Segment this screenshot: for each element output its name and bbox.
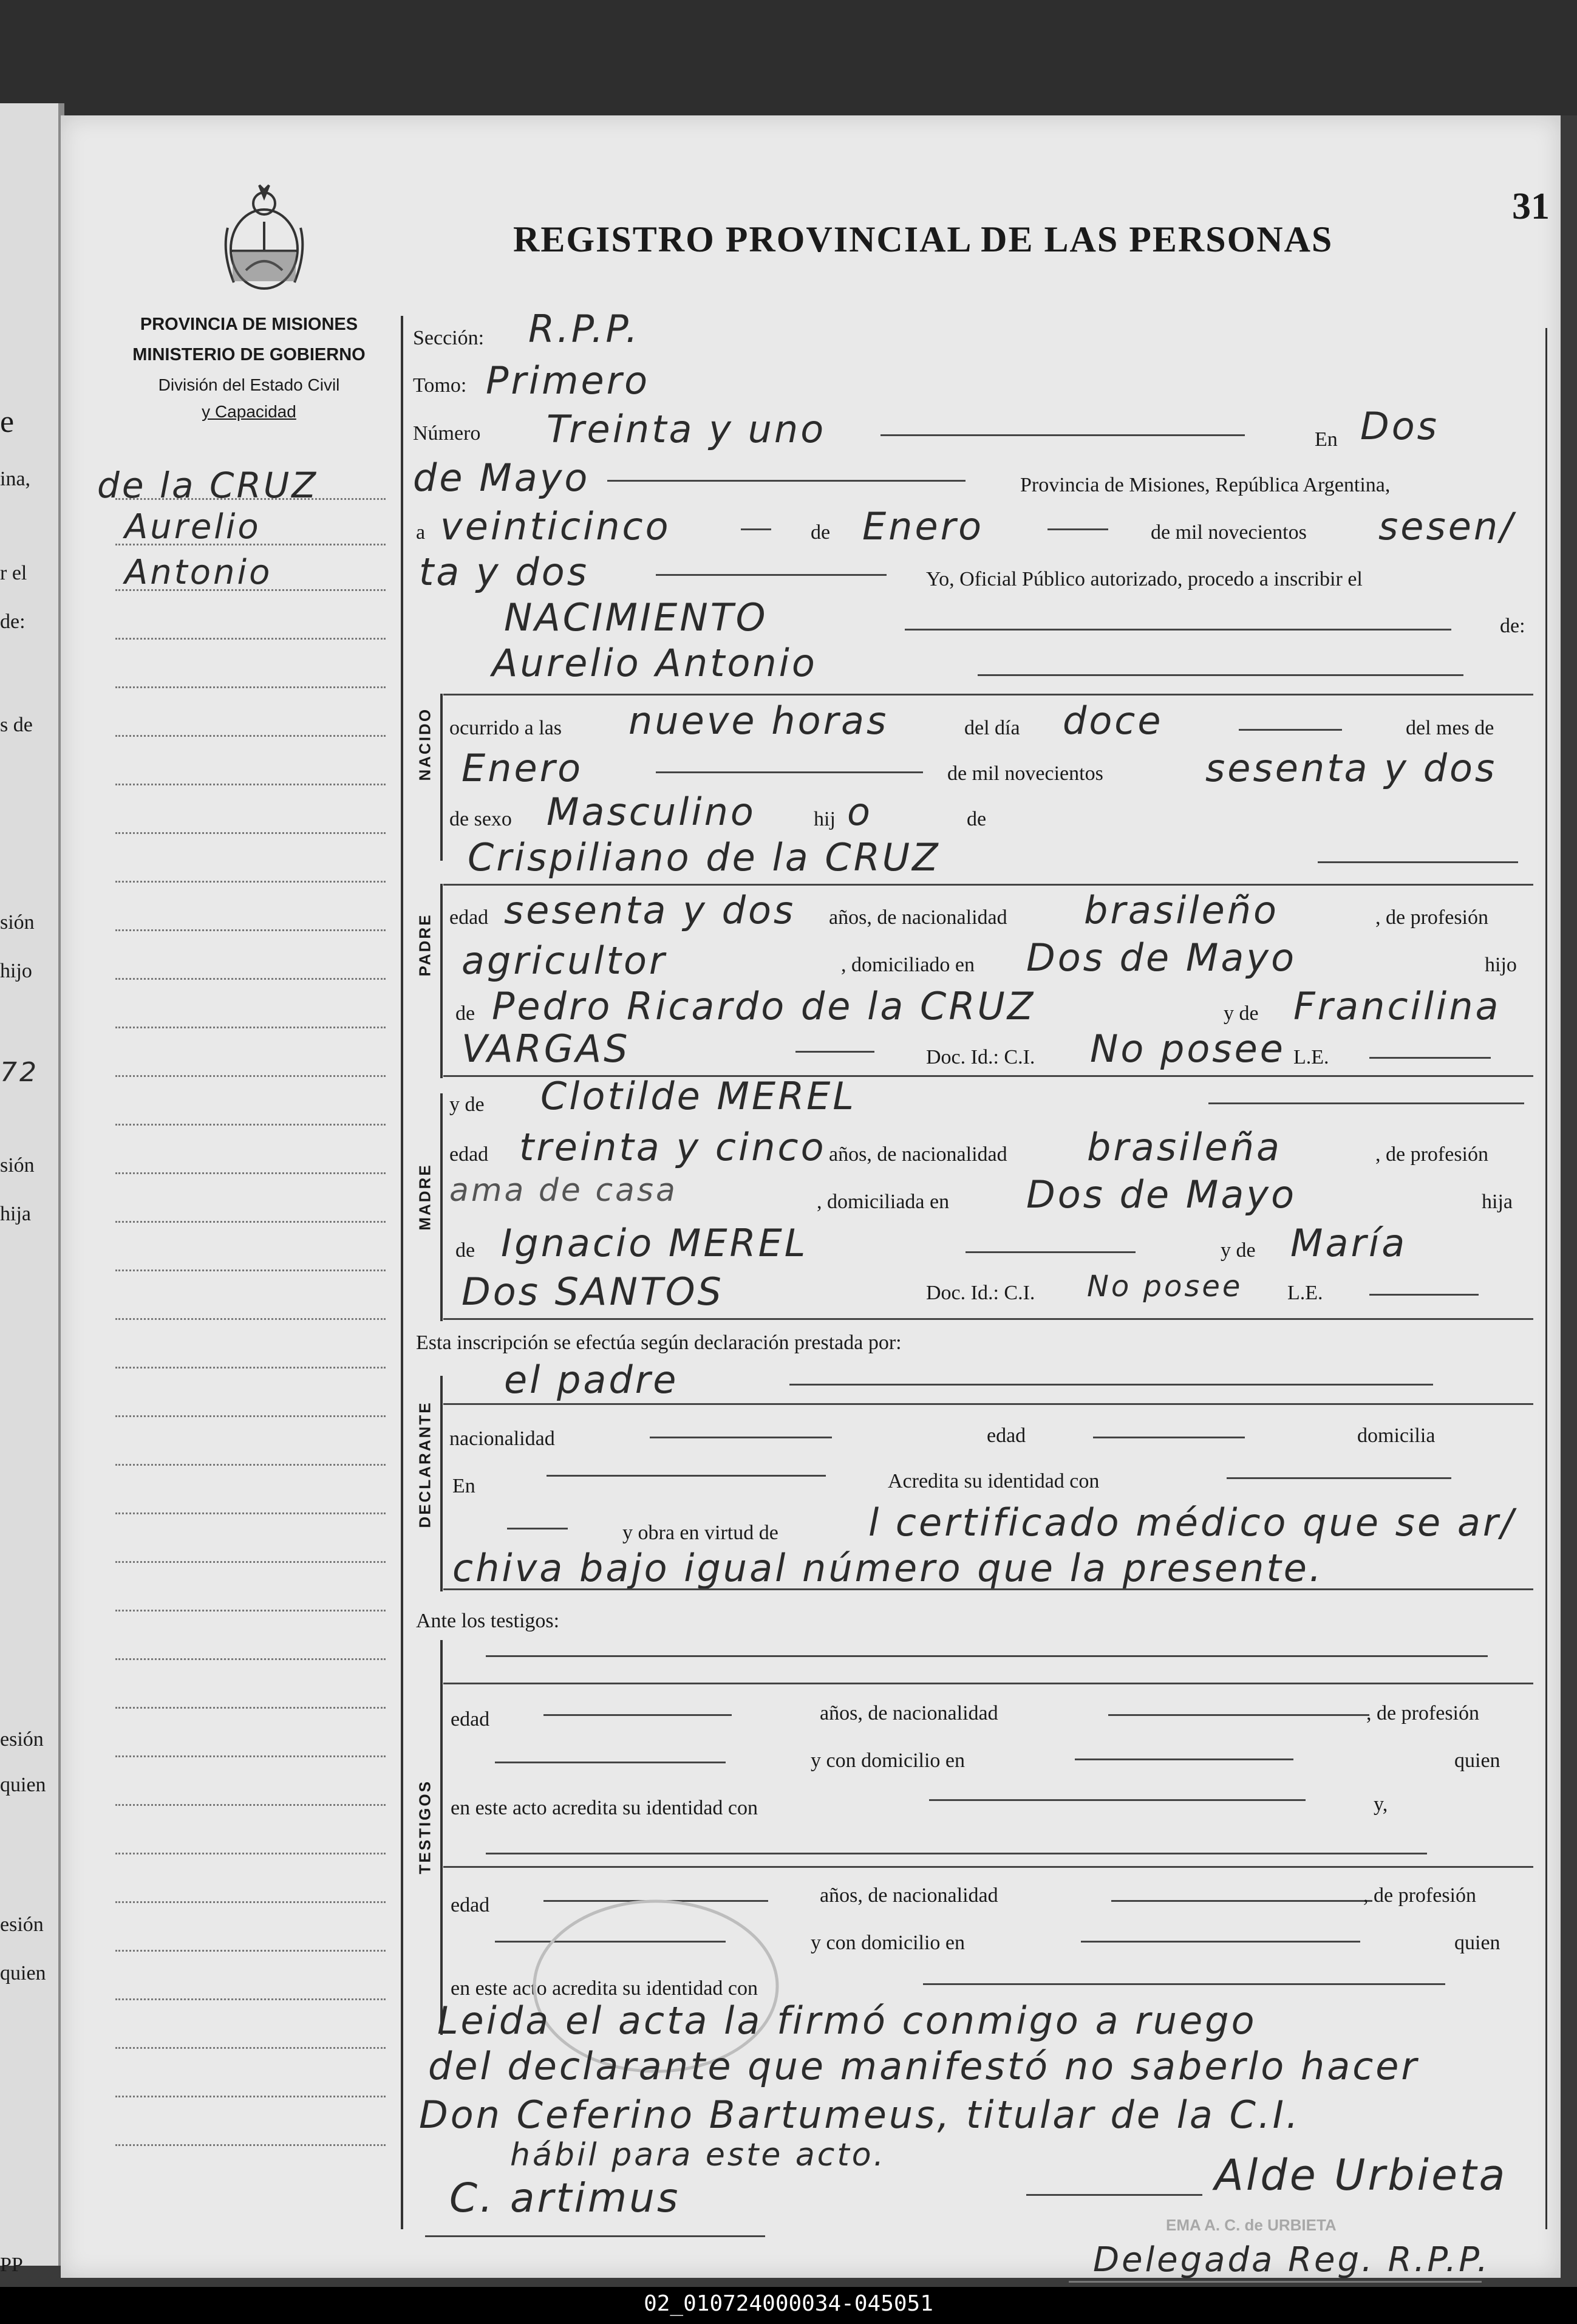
value-madre-prof: ama de casa	[449, 1172, 678, 1209]
value-madre-ci: No posee	[1087, 1270, 1243, 1304]
label-domiciliado: , domiciliado en	[841, 954, 975, 976]
label-testigo1-acto: en este acto acredita su identidad con	[451, 1797, 758, 1819]
value-madre-edad: treinta y cinco	[519, 1125, 826, 1169]
label-de-colon: de:	[1500, 615, 1525, 637]
label-en: En	[1315, 428, 1338, 451]
label-testigo1-nac: años, de nacionalidad	[820, 1702, 998, 1724]
value-madre-domicilio: Dos de Mayo	[1026, 1172, 1297, 1217]
label-testigo2-prof: , de profesión	[1363, 1884, 1477, 1907]
label-madre-nac: años, de nacionalidad	[829, 1143, 1007, 1166]
label-testigo2-quien: quien	[1454, 1932, 1500, 1954]
value-abuela-m-2: Dos SANTOS	[462, 1270, 724, 1314]
value-hijo-suffix: o	[847, 790, 873, 834]
value-mes: Enero	[862, 504, 984, 549]
label-y-comma: y,	[1374, 1793, 1388, 1816]
value-obra-1: l certificado médico que se ar/	[868, 1500, 1516, 1545]
label-doc-id: Doc. Id.: C.I.	[926, 1046, 1035, 1068]
label-de-4: de	[455, 1239, 475, 1262]
label-testigo2-edad: edad	[451, 1894, 490, 1916]
margin-surname: de la CRUZ	[97, 465, 319, 506]
label-sexo: de sexo	[449, 808, 512, 830]
label-le: L.E.	[1293, 1046, 1329, 1068]
label-a: a	[416, 521, 426, 544]
value-anio-nac: sesenta y dos	[1205, 746, 1497, 790]
page-number: 31	[1512, 186, 1550, 227]
label-del-mes: del mes de	[1406, 717, 1494, 739]
value-anio-2: ta y dos	[419, 550, 589, 594]
footer-label: 02_010724000034-045051	[644, 2291, 933, 2316]
value-padre-edad: sesenta y dos	[504, 888, 796, 932]
value-numero: Treinta y uno	[547, 407, 826, 451]
label-domicilia: domicilia	[1357, 1424, 1436, 1447]
left-fragment: 72	[0, 1057, 39, 1088]
section-padre: PADRE	[415, 913, 434, 977]
label-tomo: Tomo:	[413, 374, 467, 397]
value-padre-prof: agricultor	[462, 938, 667, 983]
value-mes-nac: Enero	[462, 746, 584, 790]
left-fragment: esión	[0, 1913, 44, 1936]
label-acredita: Acredita su identidad con	[888, 1470, 1100, 1492]
value-madre-nombre: Clotilde MEREL	[540, 1074, 856, 1118]
label-nacionalidad: nacionalidad	[449, 1427, 555, 1450]
label-yo-oficial: Yo, Oficial Público autorizado, procedo a inscribir el	[926, 568, 1363, 590]
section-testigos: TESTIGOS	[415, 1780, 434, 1875]
left-fragment: sión	[0, 1154, 35, 1177]
label-de-2: de	[967, 808, 987, 830]
value-abuelo-m: Ignacio MEREL	[501, 1221, 808, 1265]
value-padre-ci: No posee	[1090, 1027, 1286, 1071]
label-ante: Ante los testigos:	[416, 1610, 560, 1632]
label-hij: hij	[814, 808, 836, 830]
value-padre-nombre: Crispiliano de la CRUZ	[468, 835, 941, 880]
value-nota-3: Don Ceferino Bartumeus, titular de la C.I.	[419, 2093, 1301, 2137]
label-y-de: y de	[1224, 1002, 1259, 1025]
label-testigo1-quien: quien	[1454, 1749, 1500, 1772]
left-fragment: s de	[0, 714, 33, 736]
value-padre-nac: brasileño	[1084, 888, 1279, 932]
label-domiciliada: , domiciliada en	[817, 1191, 950, 1213]
right-border	[1545, 328, 1547, 2229]
label-de-mil-2: de mil novecientos	[947, 762, 1103, 785]
label-en-decl: En	[452, 1475, 475, 1497]
left-fragment: hijo	[0, 960, 32, 982]
value-tomo: Primero	[486, 358, 650, 403]
value-en-1: Dos	[1360, 404, 1439, 448]
label-testigo1-edad: edad	[451, 1708, 490, 1731]
value-dia-nac: doce	[1063, 699, 1163, 743]
left-fragment: r el	[0, 562, 27, 584]
org-ministry: MINISTERIO DE GOBIERNO	[132, 345, 366, 364]
label-del-dia: del día	[964, 717, 1020, 739]
section-nacido: NACIDO	[415, 707, 434, 781]
label-de-mil: de mil novecientos	[1151, 521, 1307, 544]
value-hora: nueve horas	[628, 699, 889, 743]
column-divider	[401, 316, 403, 2229]
value-abuelo-p: Pedro Ricardo de la CRUZ	[492, 984, 1036, 1028]
value-declarante: el padre	[504, 1358, 679, 1402]
value-en-2: de Mayo	[413, 456, 590, 500]
label-seccion: Sección:	[413, 327, 485, 349]
label-padre-prof: , de profesión	[1375, 906, 1489, 929]
label-provincia: Provincia de Misiones, República Argentina,	[1020, 474, 1391, 496]
margin-name1: Aurelio	[124, 507, 261, 547]
label-obra: y obra en virtud de	[622, 1522, 778, 1544]
left-fragment: quien	[0, 1774, 46, 1796]
value-delegada: Delegada Reg. R.P.P.	[1093, 2240, 1491, 2280]
label-edad-decl: edad	[987, 1424, 1026, 1447]
label-testigo1-dom: y con domicilio en	[811, 1749, 966, 1772]
margin-name2: Antonio	[124, 553, 273, 592]
section-declarante: DECLARANTE	[415, 1401, 434, 1528]
label-madre-prof: , de profesión	[1375, 1143, 1489, 1166]
value-acto: NACIMIENTO	[504, 595, 768, 640]
label-hijo: hijo	[1485, 954, 1517, 976]
label-de-3: de	[455, 1002, 475, 1025]
label-madre-edad: edad	[449, 1143, 489, 1166]
label-y-de-madre: y de	[449, 1093, 485, 1116]
label-de: de	[811, 521, 831, 544]
value-madre-nac: brasileña	[1087, 1125, 1282, 1169]
left-fragment: esión	[0, 1728, 44, 1751]
document-title: REGISTRO PROVINCIAL DE LAS PERSONAS	[513, 219, 1333, 259]
stamp-text: EMA A. C. de URBIETA	[1166, 2216, 1337, 2234]
left-fragment: quien	[0, 1962, 46, 1984]
background-top	[0, 0, 1577, 115]
label-numero: Número	[413, 422, 481, 445]
value-nota-2: del declarante que manifestó no saberlo hacer	[428, 2044, 1419, 2088]
label-ocurrido: ocurrido a las	[449, 717, 562, 739]
signature-right: Alde Urbieta	[1214, 2150, 1508, 2200]
value-nota-1: Leida el acta la firmó conmigo a ruego	[437, 1998, 1257, 2043]
org-capacity: y Capacidad	[202, 402, 296, 421]
value-dia: veinticinco	[440, 504, 671, 549]
value-sexo: Masculino	[547, 790, 756, 834]
left-fragment: hija	[0, 1203, 31, 1225]
section-madre: MADRE	[415, 1163, 434, 1231]
value-seccion: R.P.P.	[528, 307, 640, 351]
value-anio-1: sesen/	[1378, 504, 1516, 549]
left-fragment: e	[0, 405, 15, 439]
signature-left: C. artimus	[449, 2175, 681, 2221]
org-province: PROVINCIA DE MISIONES	[140, 315, 358, 334]
label-inscripcion: Esta inscripción se efectúa según declaración prestada por:	[416, 1331, 902, 1354]
label-hija: hija	[1482, 1191, 1513, 1213]
value-obra-2: chiva bajo igual número que la presente.	[452, 1546, 1324, 1590]
label-testigo2-nac: años, de nacionalidad	[820, 1884, 998, 1907]
value-nombre: Aurelio Antonio	[492, 641, 817, 685]
label-le-2: L.E.	[1287, 1282, 1323, 1304]
org-division: División del Estado Civil	[158, 375, 340, 394]
label-testigo1-prof: , de profesión	[1366, 1702, 1480, 1724]
value-abuela-p-1: Francilina	[1293, 984, 1501, 1028]
label-y-de-2: y de	[1221, 1239, 1256, 1262]
label-doc-id-2: Doc. Id.: C.I.	[926, 1282, 1035, 1304]
value-nota-4: hábil para este acto.	[510, 2137, 887, 2173]
label-testigo2-acto: en este acto acredita su identidad con	[451, 1977, 758, 2000]
value-padre-domicilio: Dos de Mayo	[1026, 935, 1297, 980]
left-fragment: ina,	[0, 468, 31, 490]
value-abuela-m-1: María	[1290, 1221, 1408, 1265]
left-fragment: de:	[0, 610, 26, 633]
label-padre-edad: edad	[449, 906, 489, 929]
label-testigo2-dom: y con domicilio en	[811, 1932, 966, 1954]
left-fragment: sión	[0, 911, 35, 934]
label-padre-nac: años, de nacionalidad	[829, 906, 1007, 929]
value-abuela-p-2: VARGAS	[462, 1027, 630, 1071]
left-fragment: PP	[0, 2254, 23, 2276]
coat-of-arms-icon	[216, 179, 313, 301]
